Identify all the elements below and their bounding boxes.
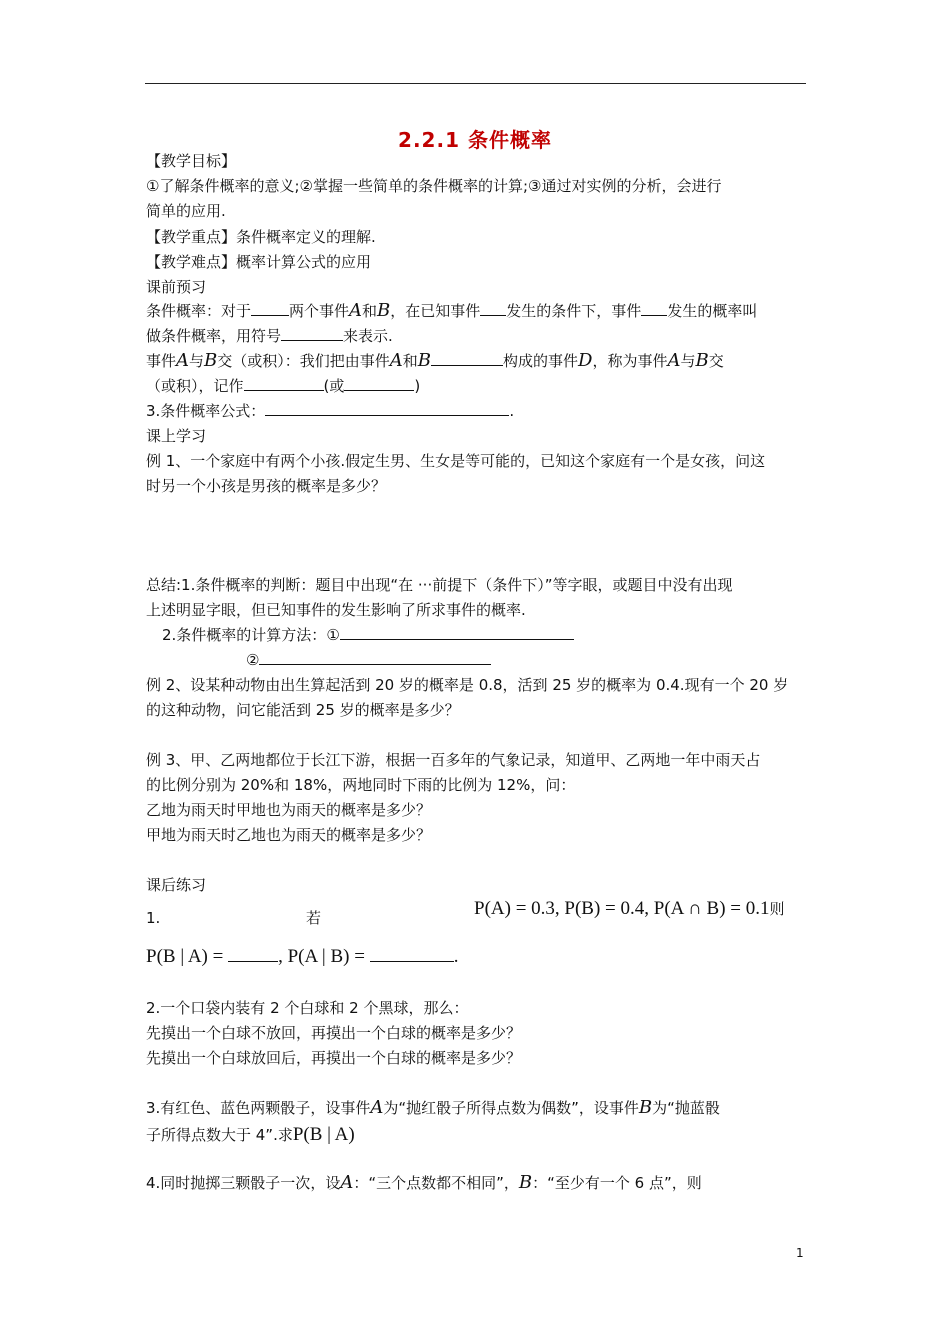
- blank: [244, 376, 324, 391]
- key-point: 【教学重点】条件概率定义的理解.: [146, 228, 376, 246]
- problem-1-number: 1.: [146, 909, 161, 927]
- blank: [259, 650, 491, 665]
- difficulty: 【教学难点】概率计算公式的应用: [146, 253, 372, 271]
- method-line-1: 2.条件概率的计算方法：①: [162, 624, 824, 646]
- blank: [641, 301, 667, 316]
- class-heading: 课上学习: [146, 427, 207, 445]
- problem-1-answer-line: P(B | A) = , P(A | B) = .: [146, 946, 459, 967]
- definition-line-1: 条件概率：对于 两个事件A和B，在已知事件 发生的条件下，事件 发生的概率叫: [146, 300, 758, 321]
- intersection-line-1: 事件A与B交（或积）：我们把由事件A和B 构成的事件D，称为事件A与B交: [146, 350, 724, 371]
- problem-2-question-1: 先摸出一个白球不放回，再摸出一个白球的概率是多少？: [146, 1024, 522, 1042]
- blank: [265, 401, 509, 416]
- blank: [340, 625, 574, 640]
- blank: [228, 947, 278, 962]
- example-3-question-2: 甲地为雨天时乙地也为雨天的概率是多少？: [146, 826, 432, 844]
- objectives-heading: 【教学目标】: [146, 152, 237, 170]
- blank: [480, 301, 506, 316]
- example-3-line-2: 的比例分别为 20%和 18%，两地同时下雨的比例为 12%，问：: [146, 776, 576, 794]
- problem-2-line-1: 2.一个口袋内装有 2 个白球和 2 个黑球，那么：: [146, 999, 469, 1017]
- problem-1-formula: P(A) = 0.3, P(B) = 0.4, P(A ∩ B) = 0.1则: [474, 898, 785, 919]
- example-1-line-2: 时另一个小孩是男孩的概率是多少？: [146, 477, 387, 495]
- blank: [251, 301, 289, 316]
- page-number: 1: [796, 1246, 804, 1260]
- example-1-line-1: 例 1、一个家庭中有两个小孩.假定生男、生女是等可能的，已知这个家庭有一个是女孩，问这: [146, 452, 766, 470]
- problem-3-line-1: 3.有红色、蓝色两颗骰子，设事件A为“抛红骰子所得点数为偶数”，设事件B为“抛蓝骰: [146, 1097, 720, 1118]
- blank: [344, 376, 414, 391]
- problem-2-question-2: 先摸出一个白球放回后，再摸出一个白球的概率是多少？: [146, 1049, 522, 1067]
- problem-3-line-2: 子所得点数大于 4”.求P(B | A): [146, 1124, 355, 1145]
- example-2-line-2: 的这种动物，问它能活到 25 岁的概率是多少？: [146, 701, 460, 719]
- problem-1-if: 若: [306, 909, 322, 927]
- example-3-line-1: 例 3、甲、乙两地都位于长江下游，根据一百多年的气象记录，知道甲、乙两地一年中雨天占: [146, 751, 761, 769]
- page-title: 2.2.1 条件概率: [398, 128, 552, 152]
- preview-heading: 课前预习: [146, 278, 207, 296]
- problem-4-line-1: 4.同时抛掷三颗骰子一次，设A：“三个点数都不相同”，B：“至少有一个 6 点”，则: [146, 1172, 702, 1193]
- definition-line-2: 做条件概率，用符号 来表示.: [146, 327, 393, 345]
- blank: [281, 326, 343, 341]
- blank: [431, 351, 503, 366]
- after-class-heading: 课后练习: [146, 876, 207, 894]
- example-2-line-1: 例 2、设某种动物由出生算起活到 20 岁的概率是 0.8，活到 25 岁的概率为 0.4.现有一个 20 岁: [146, 676, 789, 694]
- formula-line: 3.条件概率公式： .: [146, 402, 515, 420]
- blank: [370, 947, 454, 962]
- objectives-line-1: ①了解条件概率的意义;②掌握一些简单的条件概率的计算;③通过对实例的分析，会进行: [146, 177, 722, 195]
- objectives-line-2: 简单的应用.: [146, 202, 226, 220]
- method-line-2: ②: [246, 649, 908, 671]
- summary-line-2: 上述明显字眼，但已知事件的发生影响了所求事件的概率.: [146, 601, 526, 619]
- header-rule: [145, 83, 806, 84]
- intersection-line-2: （或积），记作 (或 ): [146, 377, 421, 395]
- example-3-question-1: 乙地为雨天时甲地也为雨天的概率是多少？: [146, 801, 432, 819]
- summary-line-1: 总结:1.条件概率的判断：题目中出现“在 ···前提下（条件下）”等字眼，或题目中没有出现: [146, 576, 733, 594]
